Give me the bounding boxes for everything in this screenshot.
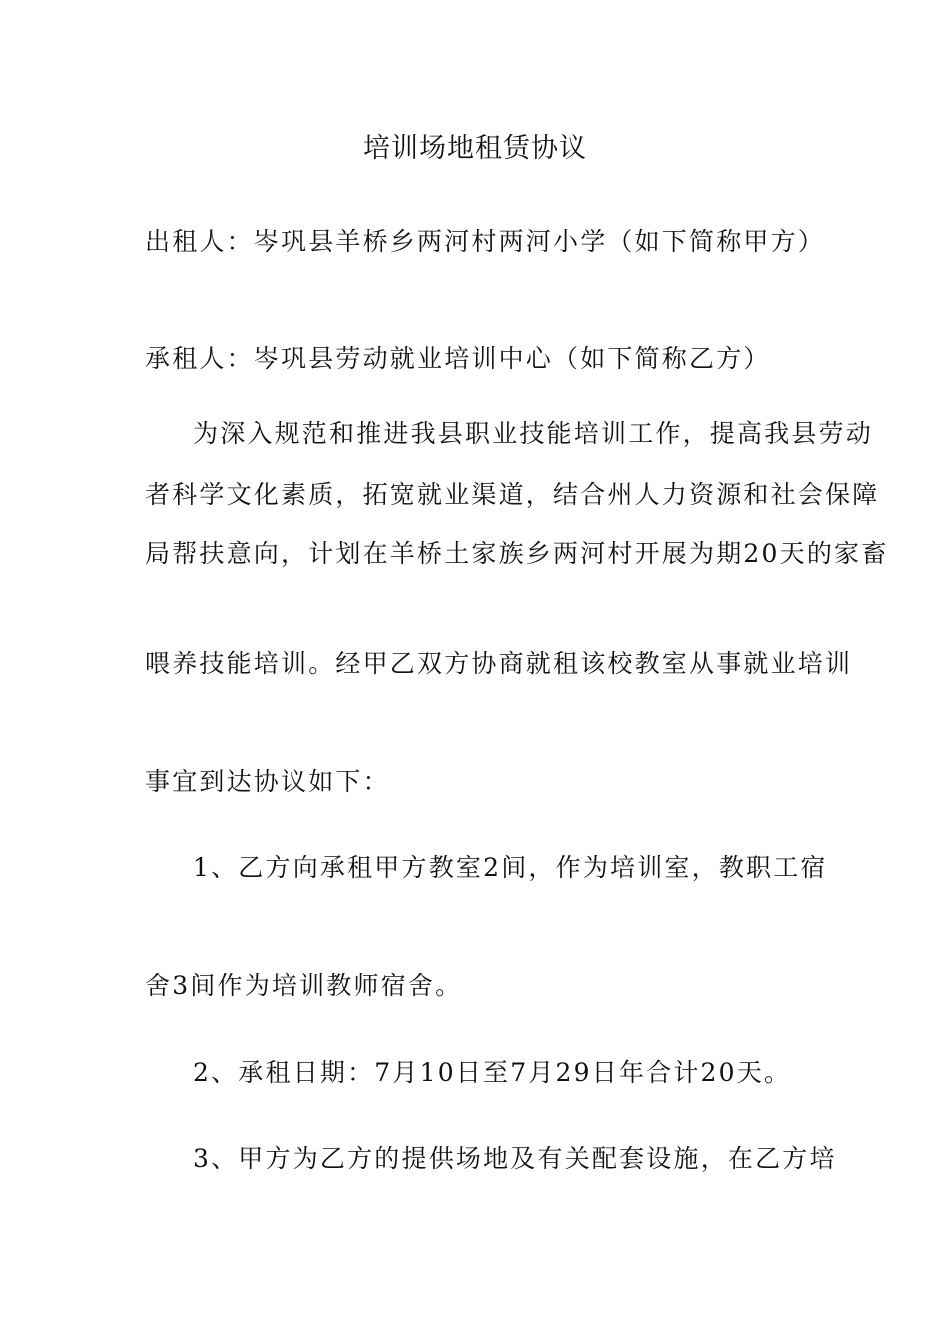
lessor-line: 出租人：岑巩县羊桥乡两河村两河小学（如下简称甲方） <box>145 227 826 256</box>
intro-paragraph-line: 喂养技能培训。经甲乙双方协商就租该校教室从事就业培训 <box>145 649 853 678</box>
clause-1-line: 舍3间作为培训教师宿舍。 <box>145 971 463 1000</box>
intro-paragraph-line: 局帮扶意向，计划在羊桥土家族乡两河村开展为期20天的家畜 <box>145 539 889 568</box>
intro-paragraph-line: 为深入规范和推进我县职业技能培训工作，提高我县劳动 <box>193 419 874 448</box>
lessee-line: 承租人：岑巩县劳动就业培训中心（如下简称乙方） <box>145 344 771 373</box>
clause-2-line: 2、承租日期：7月10日至7月29日年合计20天。 <box>193 1058 792 1087</box>
intro-paragraph-line: 者科学文化素质，拓宽就业渠道，结合州人力资源和社会保障 <box>145 480 880 509</box>
clause-1-line: 1、乙方向承租甲方教室2间，作为培训室，教职工宿 <box>193 853 828 882</box>
clause-3-line: 3、甲方为乙方的提供场地及有关配套设施，在乙方培 <box>193 1144 837 1173</box>
intro-paragraph-line: 事宜到达协议如下： <box>145 767 390 796</box>
document-title: 培训场地租赁协议 <box>363 133 587 164</box>
